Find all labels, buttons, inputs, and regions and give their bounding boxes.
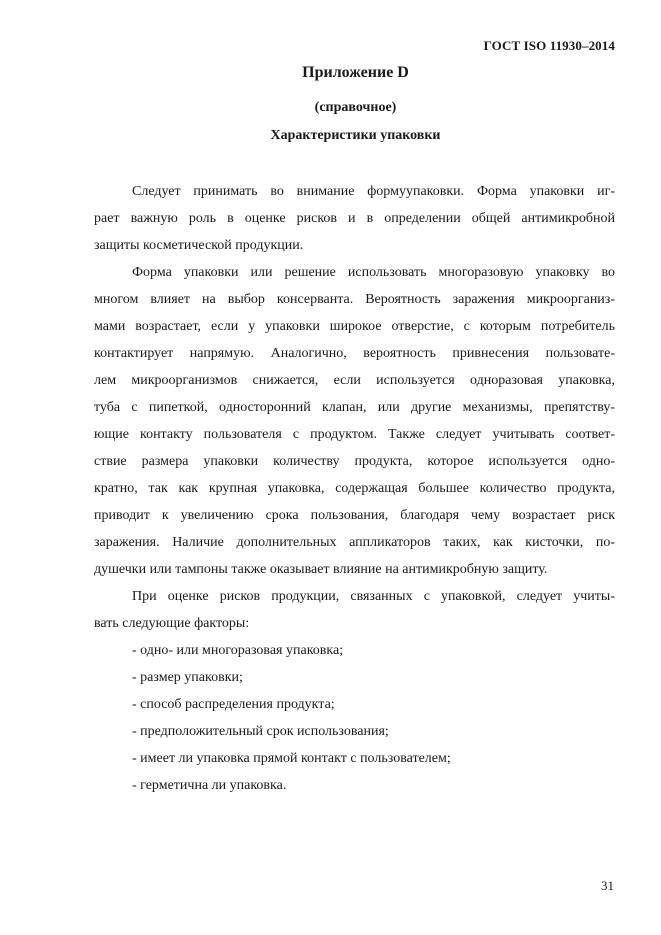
paragraph-2 (94, 259, 615, 583)
list-item: - способ распределения продукта; (132, 697, 335, 712)
annex-type: (справочное) (314, 100, 397, 115)
annex-subject: Характеристики упаковки (270, 128, 441, 143)
list-item: - одно- или многоразовая упаковка; (132, 643, 344, 658)
text-line: туба с пипеткой, односторонний клапан, или другие механизмы, препятству- (94, 400, 615, 415)
factors-list (94, 637, 615, 799)
text-line: душечки или тампоны также оказывает влияние на антимикробную защиту. (94, 562, 548, 577)
text-line: вать следующие факторы: (94, 616, 250, 631)
text-line: Следует принимать во внимание формуупаковки. Форма упаковки иг- (132, 184, 615, 199)
paragraph-3 (94, 583, 615, 637)
text-line: многом влияет на выбор консерванта. Вероятность заражения микроорганиз- (94, 292, 615, 307)
text-line: контактирует напрямую. Аналогично, вероятность привнесения пользовате- (94, 346, 615, 361)
text-line: приводит к увеличению срока пользования, благодаря чему возрастает риск (94, 508, 615, 523)
list-item: - имеет ли упаковка прямой контакт с пользователем; (132, 751, 451, 766)
page-number: 31 (601, 878, 614, 893)
list-item: - предположительный срок использования; (132, 724, 389, 739)
text-line: Форма упаковки или решение использовать многоразовую упаковку во (132, 265, 615, 280)
standard-header: ГОСТ ISO 11930–2014 (483, 38, 615, 53)
text-line: кратно, так как крупная упаковка, содержащая большее количество продукта, (94, 481, 615, 496)
text-line: ющие контакту пользователя с продуктом. Также следует учитывать соответ- (94, 427, 615, 442)
paragraph-1 (94, 178, 615, 259)
text-line: защиты косметической продукции. (94, 238, 304, 253)
list-item: - размер упаковки; (132, 670, 243, 685)
text-line: рает важную роль в оценке рисков и в определении общей антимикробной (94, 211, 615, 226)
body-text (94, 178, 615, 799)
annex-title: Приложение D (302, 64, 409, 81)
list-item: - герметична ли упаковка. (132, 778, 287, 793)
text-line: ствие размера упаковки количеству продукта, которое используется одно- (94, 454, 615, 469)
text-line: мами возрастает, если у упаковки широкое отверстие, с которым потребитель (94, 319, 615, 334)
text-line: При оценке рисков продукции, связанных с упаковкой, следует учиты- (132, 589, 615, 604)
text-line: лем микроорганизмов снижается, если используется одноразовая упаковка, (94, 373, 615, 388)
text-line: заражения. Наличие дополнительных аппликаторов таких, как кисточки, по- (94, 535, 615, 550)
